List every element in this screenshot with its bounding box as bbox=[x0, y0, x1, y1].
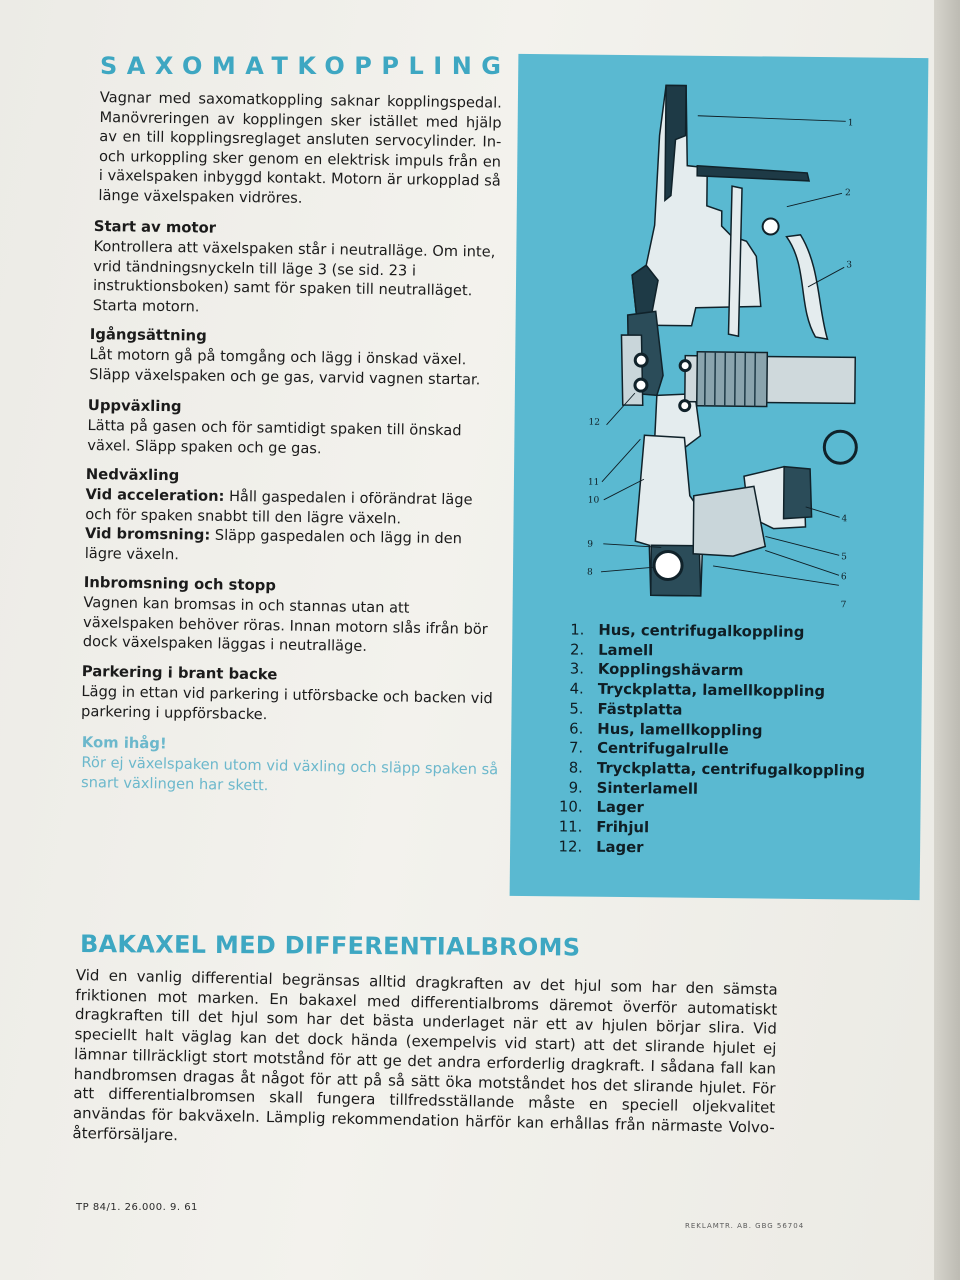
callout-7: 7 bbox=[840, 600, 847, 611]
start-heading: Start av motor bbox=[93, 217, 217, 237]
callout-8: 8 bbox=[586, 567, 593, 578]
callout-1: 1 bbox=[847, 118, 854, 129]
bakaxel-title: BAKAXEL MED DIFFERENTIALBROMS bbox=[79, 930, 581, 962]
kom-text: Rör ej växelspaken utom vid växling och släpp spaken så snart växlingen har skett. bbox=[80, 753, 499, 794]
callout-2: 2 bbox=[844, 188, 851, 199]
callout-9: 9 bbox=[587, 539, 594, 550]
vid-acc-text: Håll gaspedalen i oförändrat läge och för spaken snabbt till den lägre växeln. bbox=[85, 487, 473, 527]
print-code: TP 84/1. 26.000. 9. 61 bbox=[76, 1202, 198, 1213]
section-inbromsning bbox=[83, 573, 502, 659]
legend-item: 12. Lager bbox=[558, 838, 644, 856]
legend-item: 5. Fästplatta bbox=[569, 700, 683, 719]
inbr-heading: Inbromsning och stopp bbox=[83, 573, 277, 595]
bakaxel-paragraph: Vid en vanlig differential begränsas alltid dragkraften av det hjul som har den sämsta friktionen mot marken. En bakaxel med differentialbroms däremot överför automatiskt dragkraften till det hjul som har det bästa underlaget när ett av hjulen börjar slira. Vid speciellt halt väglag kan det dock hända (exempelvis vid start) att det slirande hjulet ej lämnar tillräckligt stort motstånd för att ge det andra erforderlig dragkraft. I sådana fall kan handbromsen dragas åt något för att på så sätt öka motståndet hos det slirande hjulet. För att differentialbromsen skall fungera tillfredsställande måste en speciell oljekvalitet användas för bakväxeln. Lämplig rekommendation härför kan erhållas från närmaste Volvo-återförsäljare. bbox=[72, 966, 778, 1144]
printer-imprint: REKLAMTR. AB. GBG 56704 bbox=[685, 1222, 805, 1230]
section-nedvaxling bbox=[85, 465, 502, 569]
legend-item: 6. Hus, lamellkoppling bbox=[569, 719, 763, 739]
park-heading: Parkering i brant backe bbox=[81, 662, 278, 683]
kom-heading: Kom ihåg! bbox=[81, 733, 167, 752]
vid-bromsning bbox=[85, 524, 502, 569]
clutch-cross-section-diagram bbox=[543, 74, 889, 618]
uppv-text: Lätta på gasen och för samtidigt spaken till önskad växel. Släpp spaken och ge gas. bbox=[87, 416, 462, 457]
vid-broms-text: Släpp gaspedalen och lägg in den lägre växeln. bbox=[84, 526, 463, 563]
legend-item: 10. Lager bbox=[558, 798, 644, 817]
section-uppvaxling bbox=[87, 396, 502, 461]
vid-acceleration bbox=[85, 485, 502, 530]
saxomat-text-column bbox=[82, 88, 502, 792]
saxomat-title: SAXOMATKOPPLING bbox=[100, 52, 511, 80]
legend-item: 2. Lamell bbox=[569, 641, 654, 660]
uppv-heading: Uppväxling bbox=[87, 396, 182, 416]
start-text: Kontrollera att växelspaken står i neutralläge. Om inte, vrid tändningsnyckeln till läge 3 (se sid. 23 i instruktionsboken) samt för spaken till neutralläget. Starta motorn. bbox=[92, 237, 496, 315]
section-parkering bbox=[81, 662, 502, 728]
igang-text: Låt motorn gå på tomgång och lägg i önskad växel. Släpp växelspaken och ge gas, varvid vagnen startar. bbox=[89, 345, 481, 388]
callout-4: 4 bbox=[841, 514, 848, 525]
diagram-panel bbox=[510, 54, 929, 900]
parts-legend bbox=[552, 620, 867, 860]
park-text: Lägg in ettan vid parkering i utförsbacke och backen vid parkering i uppförsbacke. bbox=[80, 682, 493, 723]
callout-6: 6 bbox=[840, 572, 847, 583]
legend-item: 11. Frihjul bbox=[558, 818, 650, 837]
section-start bbox=[93, 217, 502, 321]
section-kom-ihag bbox=[81, 733, 502, 799]
legend-item: 8. Tryckplatta, centrifugalkoppling bbox=[568, 759, 866, 780]
section-igangsattning bbox=[89, 325, 502, 390]
callout-3: 3 bbox=[846, 260, 853, 271]
vid-acc-label: Vid acceleration: bbox=[85, 485, 225, 505]
inbr-text: Vagnen kan bromsas in och stannas utan att växelspaken behöver röras. Innan motorn slås ifrån bör dock växelspaken läggas i neutralläge. bbox=[82, 593, 488, 655]
legend-item: 3. Kopplingshävarm bbox=[569, 660, 744, 680]
callout-11: 11 bbox=[587, 477, 600, 488]
intro-paragraph: Vagnar med saxomatkoppling saknar kopplingspedal. Manövreringen av kopplingen sker istället med hjälp av en till kopplingsreglaget ansluten servocylinder. In- och urkoppling sker genom en elektrisk impuls från en i växelspaken inbyggd kontakt. Motorn är urkopplad så länge växelspaken vidröres. bbox=[98, 88, 502, 207]
legend-item: 7. Centrifugalrulle bbox=[568, 739, 729, 759]
legend-item: 1. Hus, centrifugalkoppling bbox=[570, 621, 805, 641]
bakaxel-text-block bbox=[72, 966, 778, 1158]
callout-5: 5 bbox=[841, 552, 847, 563]
legend-item: 4. Tryckplatta, lamellkoppling bbox=[569, 680, 826, 701]
page-spine-shadow bbox=[934, 0, 960, 1280]
vid-broms-label: Vid bromsning: bbox=[84, 524, 211, 544]
callout-10: 10 bbox=[587, 495, 600, 506]
callout-12: 12 bbox=[588, 417, 601, 428]
igang-heading: Igångsättning bbox=[89, 325, 207, 345]
nedv-heading: Nedväxling bbox=[85, 465, 180, 485]
legend-item: 9. Sinterlamell bbox=[568, 779, 699, 798]
